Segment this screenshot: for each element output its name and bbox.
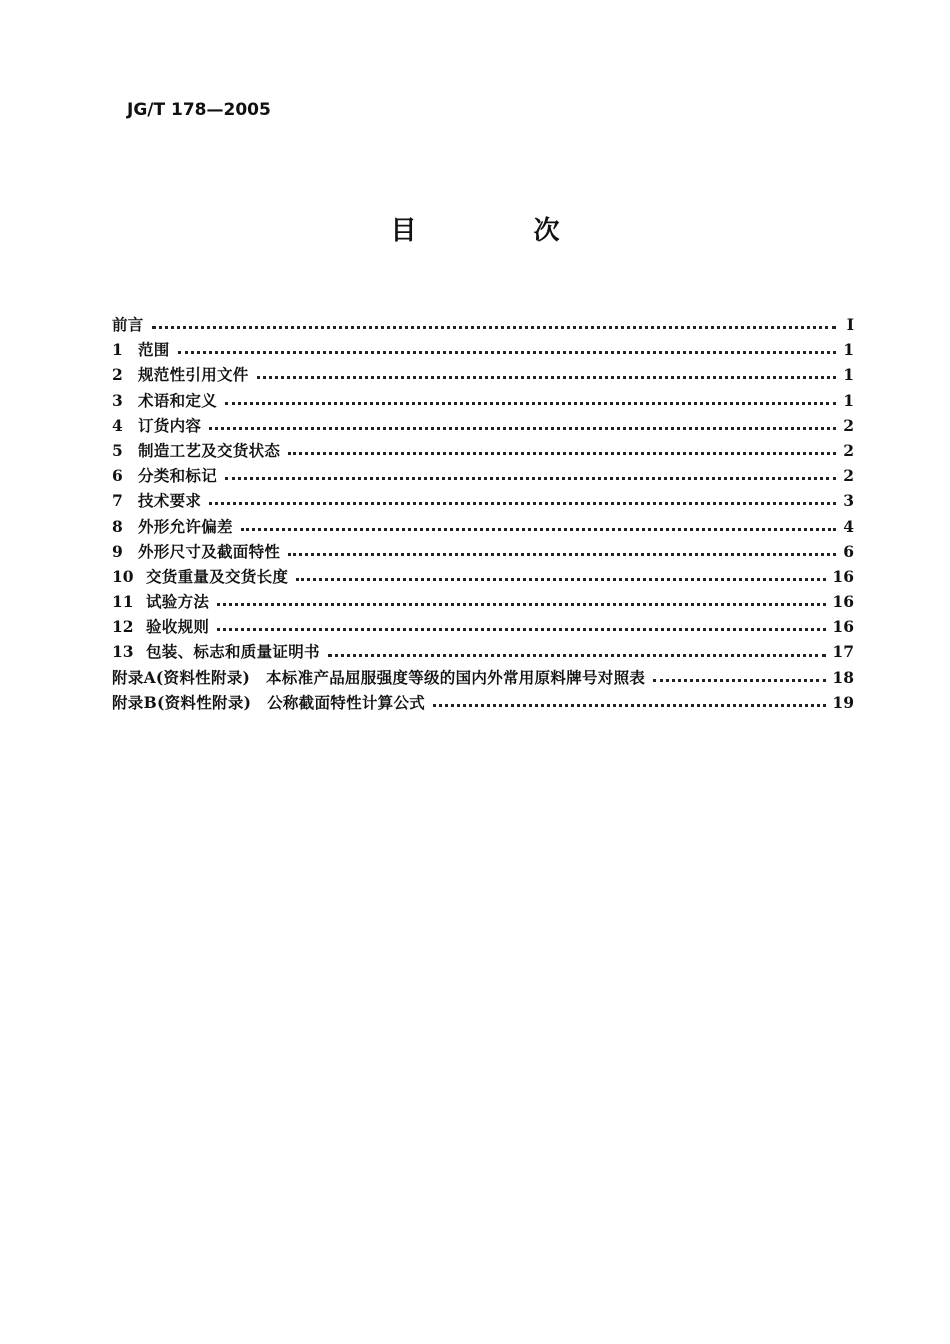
toc-leader-dots bbox=[257, 376, 836, 379]
toc-leader-dots bbox=[328, 654, 827, 657]
toc-entry-label: 订货内容 bbox=[138, 415, 202, 435]
toc-entry-10[interactable] bbox=[112, 564, 854, 589]
toc-entry-label: 附录A(资料性附录) 本标准产品屈服强度等级的国内外常用原料牌号对照表 bbox=[112, 667, 646, 687]
toc-entry-page: 1 bbox=[843, 390, 854, 410]
toc-entry-number: 3 bbox=[112, 390, 123, 410]
toc-entry-number: 4 bbox=[112, 415, 123, 435]
toc-entry-label: 分类和标记 bbox=[138, 466, 218, 486]
toc-entry-page: I bbox=[846, 315, 854, 334]
toc-entry-number: 2 bbox=[112, 365, 123, 385]
toc-entry-number: 8 bbox=[112, 516, 123, 536]
toc-leader-dots bbox=[225, 477, 836, 480]
toc-entry-6[interactable] bbox=[112, 463, 854, 488]
toc-entry-page: 1 bbox=[843, 340, 854, 360]
document-code: JG/T 178—2005 bbox=[127, 100, 271, 120]
toc-entry-11[interactable] bbox=[112, 589, 854, 614]
toc-entry-number: 5 bbox=[112, 440, 123, 460]
toc-leader-dots bbox=[288, 553, 836, 556]
toc-entry-number: 6 bbox=[112, 466, 123, 486]
toc-leader-dots bbox=[209, 427, 836, 430]
toc-entry-number: 1 bbox=[112, 340, 123, 360]
toc-leader-dots bbox=[217, 603, 826, 606]
toc-entry-label: 试验方法 bbox=[146, 592, 210, 612]
toc-leader-dots bbox=[288, 452, 836, 455]
toc-entry-page: 2 bbox=[843, 440, 854, 460]
toc-entry-appendix-a[interactable] bbox=[112, 665, 854, 690]
toc-entry-appendix-b[interactable] bbox=[112, 690, 854, 715]
toc-entry-7[interactable] bbox=[112, 488, 854, 513]
toc-entry-5[interactable] bbox=[112, 438, 854, 463]
toc-leader-dots bbox=[653, 679, 826, 682]
toc-entry-1[interactable] bbox=[112, 337, 854, 362]
toc-leader-dots bbox=[209, 502, 836, 505]
toc-entry-page: 4 bbox=[843, 516, 854, 536]
toc-entry-label: 交货重量及交货长度 bbox=[146, 566, 289, 586]
toc-entry-9[interactable] bbox=[112, 539, 854, 564]
toc-entry-number: 13 bbox=[112, 642, 134, 662]
toc-entry-4[interactable] bbox=[112, 413, 854, 438]
toc-entry-label: 外形尺寸及截面特性 bbox=[138, 541, 281, 561]
toc-entry-page: 19 bbox=[832, 692, 854, 712]
toc-entry-8[interactable] bbox=[112, 514, 854, 539]
toc-entry-page: 16 bbox=[832, 592, 854, 612]
toc-leader-dots bbox=[433, 704, 826, 707]
toc-entry-page: 6 bbox=[843, 541, 854, 561]
toc-entry-12[interactable] bbox=[112, 614, 854, 639]
toc-entry-label: 前言 bbox=[112, 315, 144, 334]
toc-entry-number: 12 bbox=[112, 617, 134, 637]
toc-entry-page: 3 bbox=[843, 491, 854, 511]
toc-entry-page: 2 bbox=[843, 415, 854, 435]
toc-entry-number: 10 bbox=[112, 566, 134, 586]
toc-entry-2[interactable] bbox=[112, 362, 854, 387]
toc-entry-label: 制造工艺及交货状态 bbox=[138, 440, 281, 460]
toc-leader-dots bbox=[217, 628, 826, 631]
toc-entry-number: 7 bbox=[112, 491, 123, 511]
toc-leader-dots bbox=[152, 326, 836, 329]
toc-entry-label: 技术要求 bbox=[138, 491, 202, 511]
toc-entry-page: 1 bbox=[843, 365, 854, 385]
toc-entry-number: 9 bbox=[112, 541, 123, 561]
toc-entry-label: 验收规则 bbox=[146, 617, 210, 637]
toc-leader-dots bbox=[178, 351, 836, 354]
toc-entry-label: 附录B(资料性附录) 公称截面特性计算公式 bbox=[112, 692, 426, 712]
toc-entry-page: 18 bbox=[832, 667, 854, 687]
toc-leader-dots bbox=[241, 528, 836, 531]
toc-entry-page: 2 bbox=[843, 466, 854, 486]
toc-leader-dots bbox=[225, 402, 836, 405]
page-title: 目 次 bbox=[390, 216, 614, 246]
toc-entry-page: 17 bbox=[832, 642, 854, 662]
toc-entry-label: 范围 bbox=[138, 340, 170, 360]
toc-entry-label: 包装、标志和质量证明书 bbox=[146, 642, 320, 662]
toc-leader-dots bbox=[296, 578, 826, 581]
toc-entry-number: 11 bbox=[112, 592, 134, 612]
toc-entry-page: 16 bbox=[832, 566, 854, 586]
table-of-contents bbox=[112, 312, 854, 715]
toc-entry-13[interactable] bbox=[112, 639, 854, 664]
toc-entry-label: 外形允许偏差 bbox=[138, 516, 233, 536]
toc-entry-preface[interactable] bbox=[112, 312, 854, 337]
toc-entry-label: 术语和定义 bbox=[138, 390, 218, 410]
toc-entry-label: 规范性引用文件 bbox=[138, 365, 249, 385]
toc-entry-3[interactable] bbox=[112, 388, 854, 413]
toc-entry-page: 16 bbox=[832, 617, 854, 637]
